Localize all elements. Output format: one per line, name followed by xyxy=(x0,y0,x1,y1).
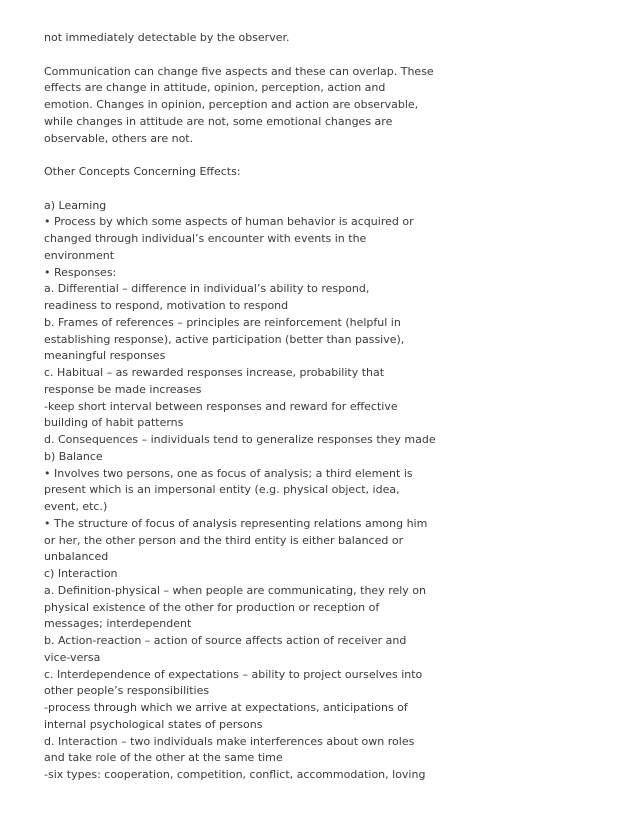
text-line: Other Concepts Concerning Effects: xyxy=(44,165,241,178)
text-line: establishing response), active participation (better than passive), xyxy=(44,332,405,346)
list-heading-interaction: c) Interaction xyxy=(44,567,118,580)
text-line: d. Consequences – individuals tend to generalize responses they made xyxy=(44,433,436,446)
text-line: b. Frames of references – principles are reinforcement (helpful in xyxy=(44,315,401,329)
text-line: building of habit patterns xyxy=(44,416,184,430)
text-line: environment xyxy=(44,248,115,262)
text-line: not immediately detectable by the observer. xyxy=(44,31,290,44)
text-line: c. Interdependence of expectations – ability to project ourselves into xyxy=(44,667,423,681)
text-line: observable, others are not. xyxy=(44,131,194,145)
text-line: changed through individual’s encounter with events in the xyxy=(44,232,367,245)
text-line: • Involves two persons, one as focus of analysis; a third element is xyxy=(44,466,413,480)
paragraph-intro-fragment xyxy=(44,30,604,47)
concept-list xyxy=(44,198,604,784)
text-line: event, etc.) xyxy=(44,500,108,513)
document-page xyxy=(44,30,604,784)
text-line: • The structure of focus of analysis representing relations among him xyxy=(44,516,428,530)
text-line: -keep short interval between responses and reward for effective xyxy=(44,399,398,413)
text-line: readiness to respond, motivation to respond xyxy=(44,299,289,312)
text-line: b. Action-reaction – action of source affects action of receiver and xyxy=(44,634,407,647)
paragraph-gap xyxy=(44,181,604,198)
text-line: or her, the other person and the third entity is either balanced or xyxy=(44,533,404,547)
text-line: • Responses: xyxy=(44,265,117,279)
text-line: -six types: cooperation, competition, conflict, accommodation, loving xyxy=(44,768,426,781)
text-line: meaningful responses xyxy=(44,349,166,363)
text-line: and take role of the other at the same time xyxy=(44,751,283,765)
text-line: d. Interaction – two individuals make interferences about own roles xyxy=(44,734,415,748)
paragraph-gap xyxy=(44,47,604,64)
list-heading-balance: b) Balance xyxy=(44,449,103,463)
text-line: physical existence of the other for production or reception of xyxy=(44,600,380,614)
text-line: effects are change in attitude, opinion, perception, action and xyxy=(44,81,386,95)
list-heading-learning: a) Learning xyxy=(44,198,107,212)
text-line: -process through which we arrive at expectations, anticipations of xyxy=(44,701,408,714)
text-line: vice-versa xyxy=(44,650,101,664)
text-line: a. Differential – difference in individual’s ability to respond, xyxy=(44,282,370,296)
section-heading-other-concepts xyxy=(44,164,604,181)
text-line: present which is an impersonal entity (e.g. physical object, idea, xyxy=(44,483,400,497)
paragraph-communication-effects xyxy=(44,64,604,148)
text-line: • Process by which some aspects of human behavior is acquired or xyxy=(44,215,414,229)
text-line: unbalanced xyxy=(44,550,109,564)
text-line: internal psychological states of persons xyxy=(44,717,263,731)
text-line: c. Habitual – as rewarded responses increase, probability that xyxy=(44,366,385,379)
text-line: while changes in attitude are not, some emotional changes are xyxy=(44,114,393,128)
paragraph-gap xyxy=(44,147,604,164)
text-line: messages; interdependent xyxy=(44,617,192,631)
text-line: other people’s responsibilities xyxy=(44,684,210,698)
text-line: Communication can change five aspects and these can overlap. These xyxy=(44,64,434,78)
text-line: emotion. Changes in opinion, perception and action are observable, xyxy=(44,98,419,111)
text-line: a. Definition-physical – when people are communicating, they rely on xyxy=(44,583,427,597)
text-line: response be made increases xyxy=(44,382,202,396)
